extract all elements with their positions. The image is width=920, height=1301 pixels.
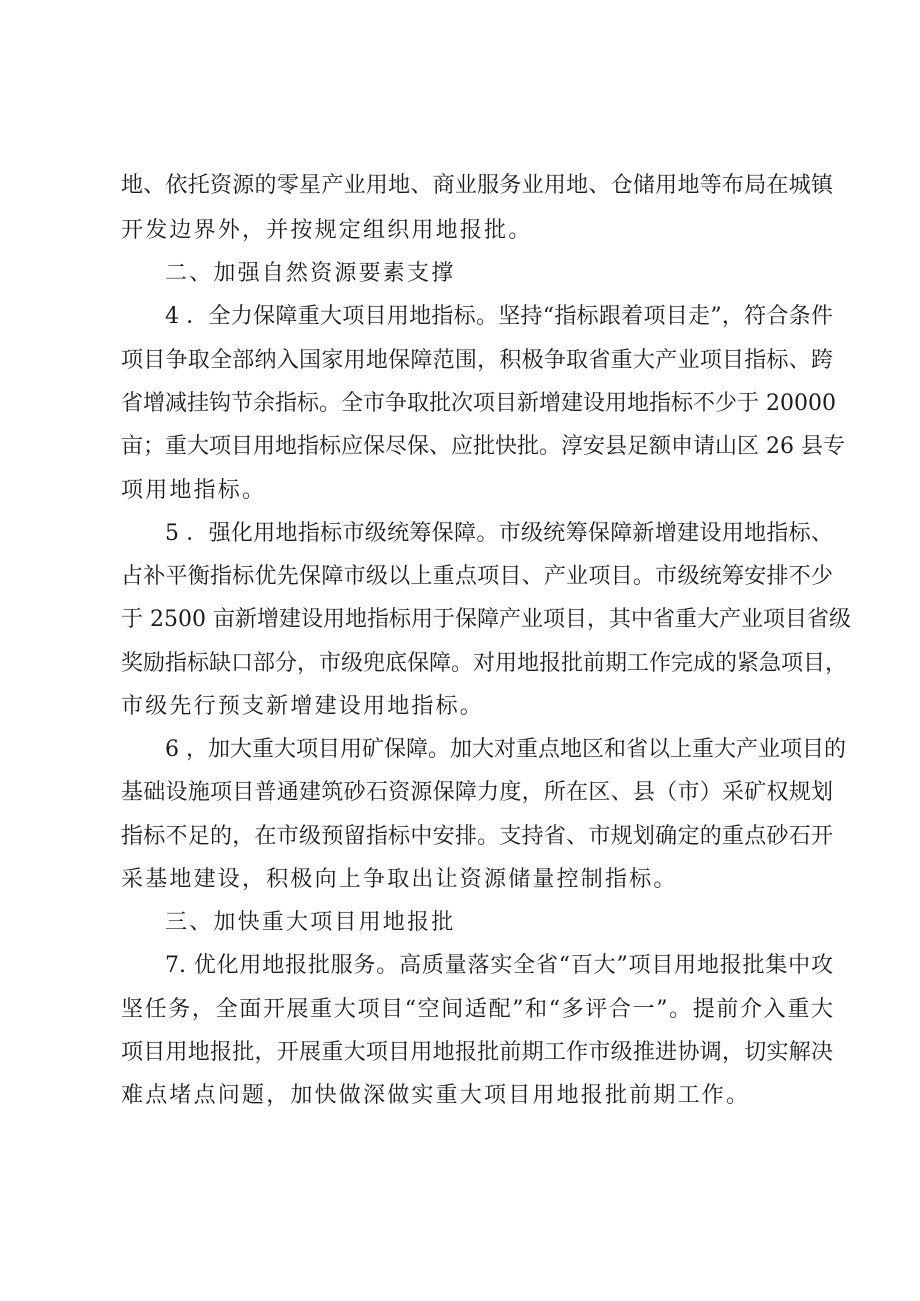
text-line: 4 ．全力保障重大项目用地指标。坚持“指标跟着项目走”，符合条件 <box>165 304 833 329</box>
text-line: 7. 优化用地报批服务。高质量落实全省“百大”项目用地报批集中攻 <box>165 953 833 978</box>
text-line: 于 2500 亩新增建设用地指标用于保障产业项目，其中省重大产业项目省级 <box>121 607 851 632</box>
text-line: 基础设施项目普通建筑砂石资源保障力度，所在区、县（市）采矿权规划 <box>121 780 833 805</box>
text-line: 指标不足的，在市级预留指标中安排。支持省、市规划确定的重点砂石开 <box>121 824 833 849</box>
text-line: 省增减挂钩节余指标。全市争取批次项目新增建设用地指标不少于 20000 <box>121 391 836 416</box>
text-line: 采基地建设，积极向上争取出让资源储量控制指标。 <box>121 867 678 892</box>
section-heading: 三、加快重大项目用地报批 <box>165 910 456 935</box>
text-line: 5 ．强化用地指标市级统筹保障。市级统筹保障新增建设用地指标、 <box>165 521 833 546</box>
text-line: 6 ，加大重大项目用矿保障。加大对重点地区和省以上重大产业项目的 <box>165 737 846 762</box>
text-line: 难点堵点问题，加快做深做实重大项目用地报批前期工作。 <box>121 1083 751 1108</box>
text-line: 项目用地报批，开展重大项目用地报批前期工作市级推进协调，切实解决 <box>121 1040 833 1065</box>
text-line: 地、依托资源的零星产业用地、商业服务业用地、仓储用地等布局在城镇 <box>121 173 833 198</box>
text-line: 奖励指标缺口部分，市级兜底保障。对用地报批前期工作完成的紧急项目， <box>121 651 848 676</box>
section-heading: 二、加强自然资源要素支撑 <box>165 261 456 286</box>
text-line: 坚任务，全面开展重大项目“空间适配”和“多评合一”。提前介入重大 <box>121 997 833 1022</box>
text-line: 占补平衡指标优先保障市级以上重点项目、产业项目。市级统筹安排不少 <box>121 564 833 589</box>
text-line: 开发边界外，并按规定组织用地报批。 <box>121 218 533 243</box>
text-line: 项目争取全部纳入国家用地保障范围，积极争取省重大产业项目指标、跨 <box>121 348 833 373</box>
text-line: 亩；重大项目用地指标应保尽保、应批快批。淳安县足额申请山区 26 县专 <box>121 434 845 459</box>
text-line: 市级先行预支新增建设用地指标。 <box>121 694 485 719</box>
text-line: 项用地指标。 <box>121 478 267 503</box>
